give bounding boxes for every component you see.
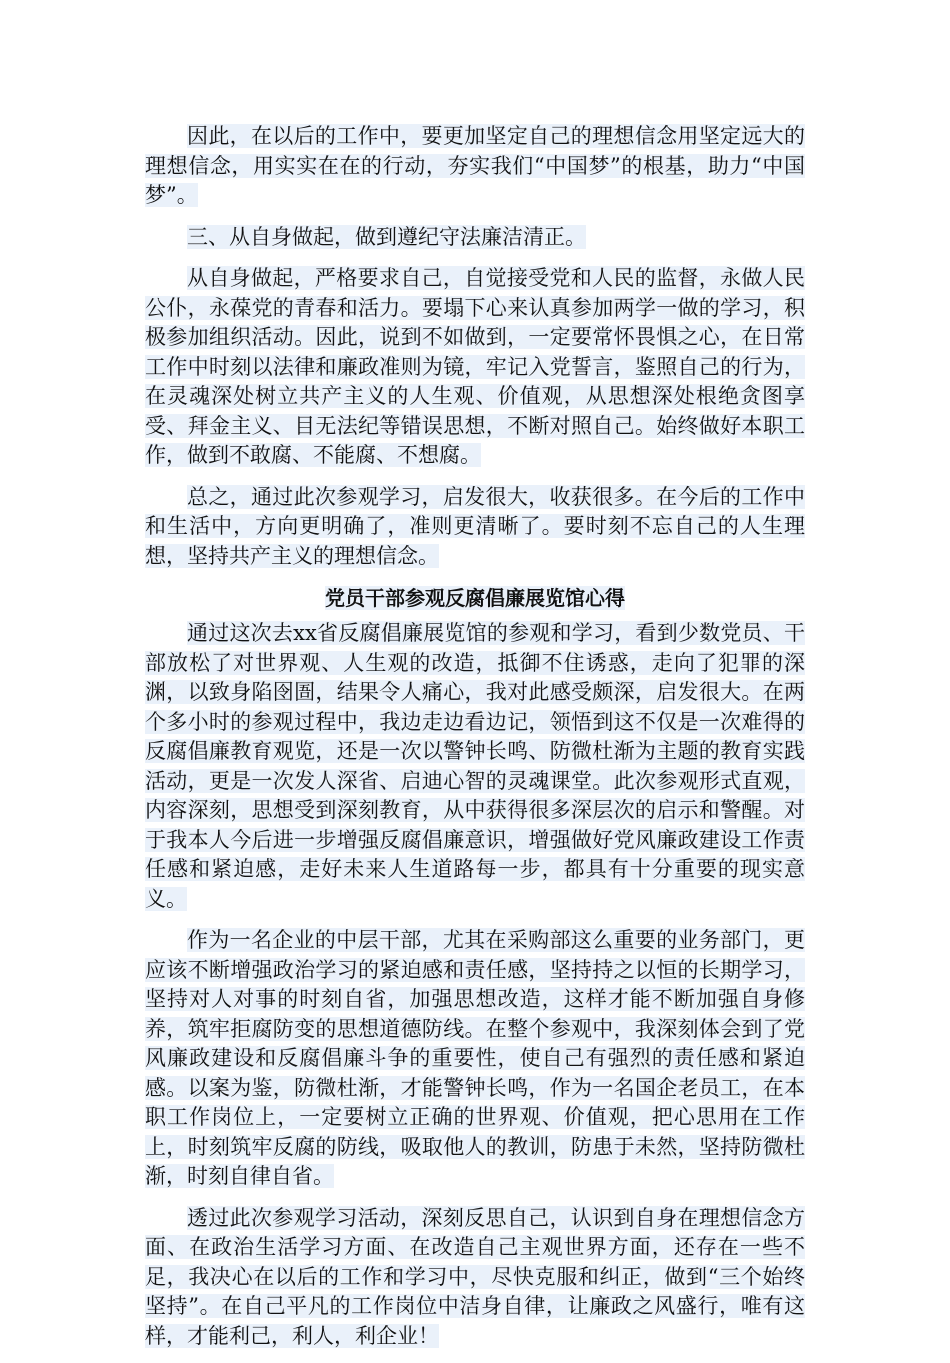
paragraph-reflection (145, 1204, 805, 1352)
paragraph-conclusion (145, 483, 805, 572)
paragraph-text: 通过这次去xx省反腐倡廉展览馆的参观和学习，看到少数党员、干部放松了对世界观、人生观的改造，抵御不住诱惑，走向了犯罪的深渊，以致身陷囹圄，结果令人痛心，我对此感受颇深，启发很大。在两个多小时的参观过程中，我边走边看边记，领悟到这不仅是一次难得的反腐倡廉教育观览，还是一次以警钟长鸣、防微杜渐为主题的教育实践活动，更是一次发人深省、启迪心智的灵魂课堂。此次参观形式直观，内容深刻，思想受到深刻教育，从中获得很多深层次的启示和警醒。对于我本人今后进一步增强反腐倡廉意识，增强做好党风廉政建设工作责任感和紧迫感，走好未来人生道路每一步，都具有十分重要的现实意义。 (145, 621, 805, 911)
paragraph-text: 作为一名企业的中层干部，尤其在采购部这么重要的业务部门，更应该不断增强政治学习的紧迫感和责任感，坚持持之以恒的长期学习，坚持对人对事的时刻自省，加强思想改造，这样才能不断加强自身修养，筑牢拒腐防变的思想道德防线。在整个参观中，我深刻体会到了党风廉政建设和反腐倡廉斗争的重要性，使自己有强烈的责任感和紧迫感。以案为鉴，防微杜渐，才能警钟长鸣，作为一名国企老员工，在本职工作岗位上，一定要树立正确的世界观、价值观，把心思用在工作上，时刻筑牢反腐的防线，吸取他人的教训，防患于未然，坚持防微杜渐，时刻自律自省。 (145, 928, 805, 1188)
article-title (145, 583, 805, 613)
paragraph-ideals (145, 122, 805, 211)
section-heading-three (145, 223, 805, 253)
section-heading-text: 三、从自身做起，做到遵纪守法廉洁清正。 (187, 224, 586, 249)
paragraph-text: 因此，在以后的工作中，要更加坚定自己的理想信念用坚定远大的理想信念，用实实在在的行动，夯实我们“中国梦”的根基，助力“中国梦”。 (145, 124, 805, 207)
paragraph-self-discipline (145, 264, 805, 471)
paragraph-visit (145, 619, 805, 914)
paragraph-text: 透过此次参观学习活动，深刻反思自己，认识到自身在理想信念方面、在政治生活学习方面、在改造自己主观世界方面，还存在一些不足，我决心在以后的工作和学习中，尽快克服和纠正，做到“三个始终坚持”。在自己平凡的工作岗位中洁身自律，让廉政之风盛行，唯有这样，才能利己，利人，利企业！ (145, 1205, 805, 1348)
paragraph-middle-manager (145, 926, 805, 1192)
document-body (145, 122, 805, 1363)
article-title-text: 党员干部参观反腐倡廉展览馆心得 (325, 586, 625, 610)
paragraph-text: 总之，通过此次参观学习，启发很大，收获很多。在今后的工作中和生活中，方向更明确了，准则更清晰了。要时刻不忘自己的人生理想，坚持共产主义的理想信念。 (145, 484, 805, 568)
paragraph-text: 从自身做起，严格要求自己，自觉接受党和人民的监督，永做人民公仆，永葆党的青春和活力。要塌下心来认真参加两学一做的学习，积极参加组织活动。因此，说到不如做到，一定要常怀畏惧之心，在日常工作中时刻以法律和廉政准则为镜，牢记入党誓言，鉴照自己的行为，在灵魂深处树立共产主义的人生观、价值观，从思想深处根绝贪图享受、拜金主义、目无法纪等错误思想，不断对照自己。始终做好本职工作，做到不敢腐、不能腐、不想腐。 (145, 266, 805, 467)
